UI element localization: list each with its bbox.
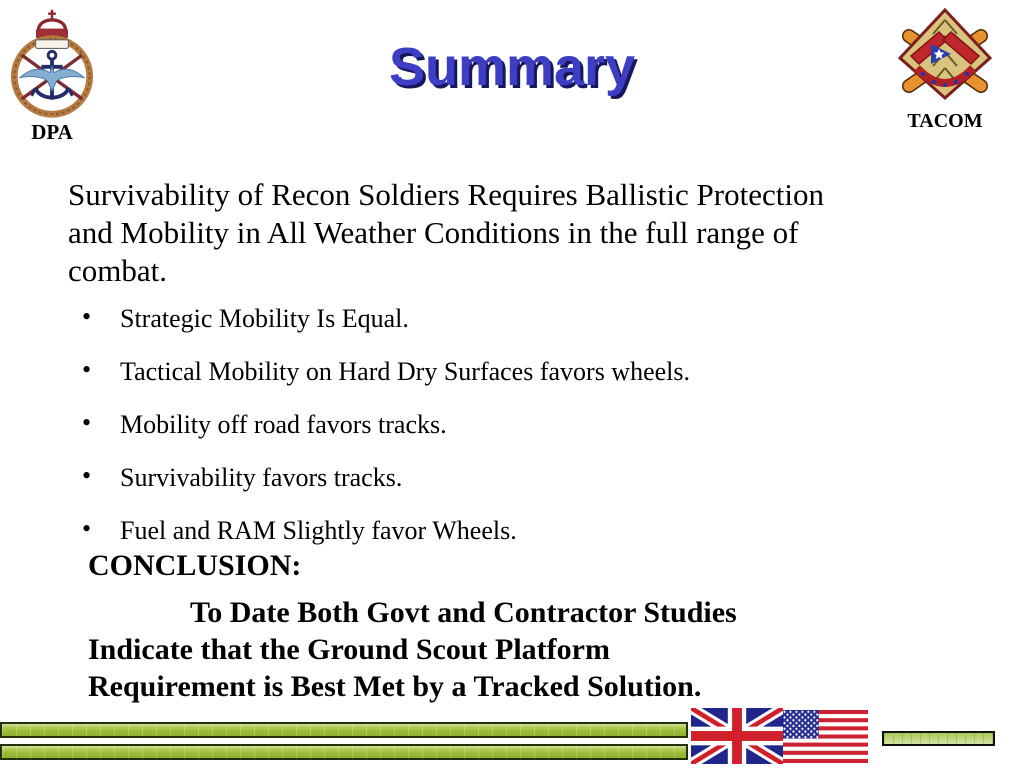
conclusion-line: Indicate that the Ground Scout Platform bbox=[88, 633, 610, 666]
us-flag-icon bbox=[783, 710, 868, 763]
tacom-crest-icon bbox=[893, 6, 997, 110]
footer-green-bar-top bbox=[0, 722, 688, 738]
slide-title: Summary bbox=[388, 37, 636, 97]
bullet-item: • Fuel and RAM Slightly favor Wheels. bbox=[80, 514, 900, 547]
conclusion-line: Requirement is Best Met by a Tracked Solution. bbox=[88, 670, 702, 703]
bullet-item: • Strategic Mobility Is Equal. bbox=[80, 302, 900, 335]
conclusion-heading: CONCLUSION: bbox=[88, 549, 302, 582]
bullet-item: • Tactical Mobility on Hard Dry Surfaces favors wheels. bbox=[80, 355, 900, 388]
intro-line: and Mobility in All Weather Conditions in the full range of bbox=[68, 215, 799, 250]
dpa-label: DPA bbox=[31, 120, 73, 144]
uk-flag-icon bbox=[691, 708, 783, 764]
tacom-label: TACOM bbox=[907, 110, 983, 132]
intro-line: combat. bbox=[68, 253, 167, 288]
conclusion-line: To Date Both Govt and Contractor Studies bbox=[190, 596, 737, 629]
bullet-item: • Mobility off road favors tracks. bbox=[80, 408, 900, 441]
conclusion-paragraph bbox=[88, 594, 928, 705]
intro-paragraph bbox=[68, 176, 948, 290]
footer-green-bar-right bbox=[882, 731, 995, 746]
bullet-item: • Survivability favors tracks. bbox=[80, 461, 900, 494]
bullet-list bbox=[80, 302, 900, 567]
intro-line: Survivability of Recon Soldiers Requires Ballistic Protection bbox=[68, 177, 824, 212]
footer-green-bar-bottom bbox=[0, 744, 688, 760]
